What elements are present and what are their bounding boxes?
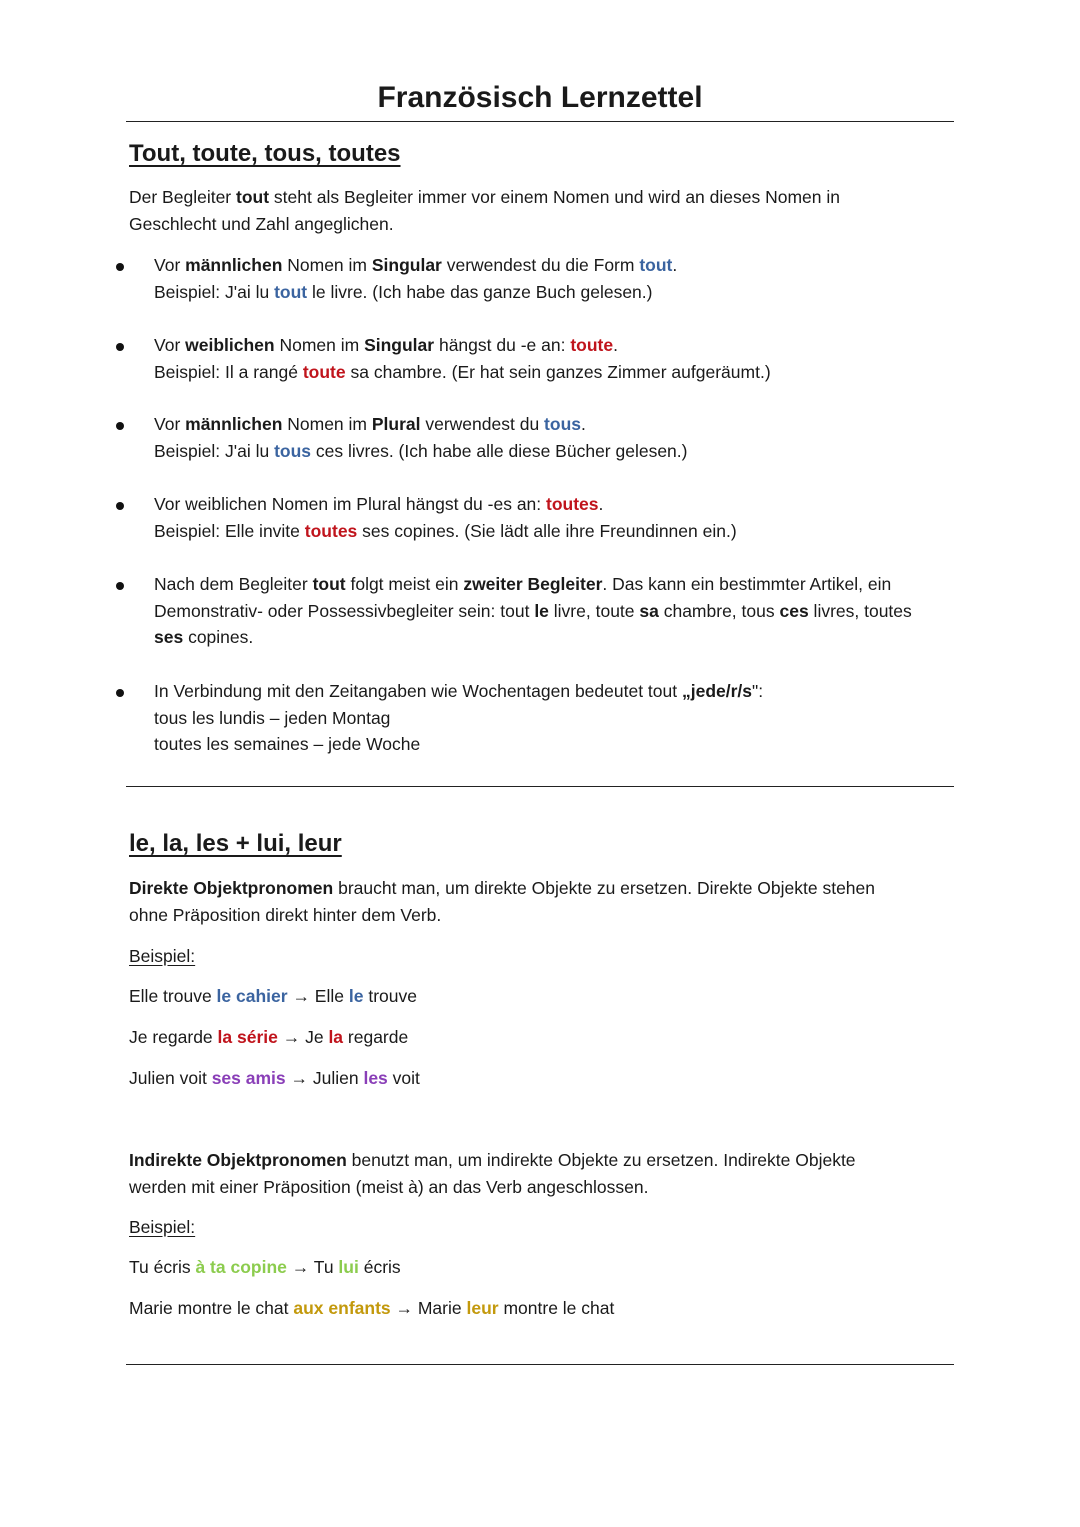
bottom-divider [126,1364,954,1365]
example-line: Marie montre le chat aux enfants → Marie leur montre le chat [129,1298,615,1318]
title-divider [126,121,954,122]
example-label: Beispiel: [129,1217,196,1237]
section-heading-tout: Tout, toute, tous, toutes [129,140,401,167]
bullet-dot [116,689,124,697]
page-title: Französisch Lernzettel [377,81,703,114]
bullet-dot [116,502,124,510]
example-line: Julien voit ses amis → Julien les voit [129,1068,420,1088]
list-item: Vor weiblichen Nomen im Singular hängst du -e an: toute. Beispiel: Il a rangé toute sa chambre. (Er hat sein ganzes Zimmer aufgeräumt.) [154,335,771,382]
example-label: Beispiel: [129,946,196,966]
section-divider [126,786,954,787]
indirect-object-paragraph: Indirekte Objektpronomen benutzt man, um indirekte Objekte zu ersetzen. Indirekte Objekte werden mit einer Präposition (meist à) an das Verb angeschlossen. [129,1150,856,1197]
intro-paragraph: Der Begleiter tout steht als Begleiter immer vor einem Nomen und wird an dieses Nomen in Geschlecht und Zahl angeglichen. [129,187,840,234]
section-heading-pronouns: le, la, les + lui, leur [129,830,342,857]
list-item: In Verbindung mit den Zeitangaben wie Wochentagen bedeutet tout „jede/r/s": tous les lundis – jeden Montag toutes les semaines – jede Woche [154,681,764,754]
example-line: Tu écris à ta copine → Tu lui écris [129,1257,401,1277]
list-item: Vor männlichen Nomen im Plural verwendest du tous. Beispiel: J'ai lu tous ces livres. (Ich habe alle diese Bücher gelesen.) [154,414,688,461]
bullet-dot [116,582,124,590]
example-line: Je regarde la série → Je la regarde [129,1027,409,1047]
bullet-dot [116,422,124,430]
example-line: Elle trouve le cahier → Elle le trouve [129,986,417,1006]
list-item: Vor weiblichen Nomen im Plural hängst du -es an: toutes. Beispiel: Elle invite toutes ses copines. (Sie lädt alle ihre Freundinnen ein.) [154,494,737,541]
bullet-dot [116,263,124,271]
bullet-dot [116,343,124,351]
list-item: Nach dem Begleiter tout folgt meist ein zweiter Begleiter. Das kann ein bestimmter Artikel, ein Demonstrativ- oder Possessivbegleiter sein: tout le livre, toute sa chambre, tous ces livres, toutes ses copines. [154,574,912,647]
list-item: Vor männlichen Nomen im Singular verwendest du die Form tout. Beispiel: J'ai lu tout le livre. (Ich habe das ganze Buch gelesen.) [154,255,678,302]
direct-object-paragraph: Direkte Objektpronomen braucht man, um direkte Objekte zu ersetzen. Direkte Objekte stehen ohne Präposition direkt hinter dem Verb. [129,878,876,925]
